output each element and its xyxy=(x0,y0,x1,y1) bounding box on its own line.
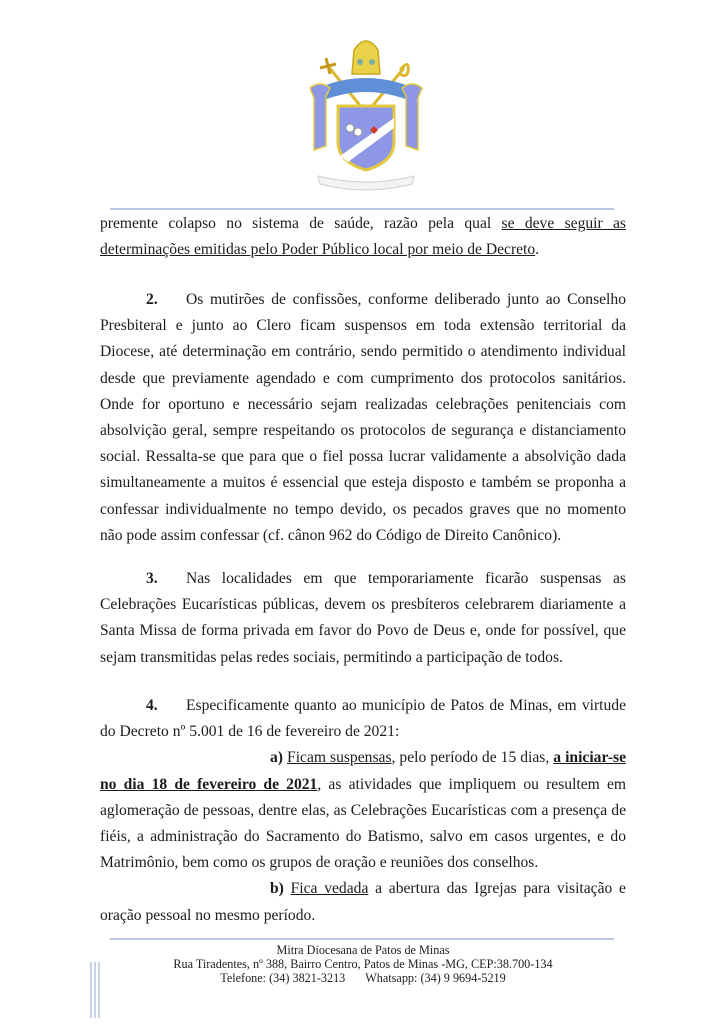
footer-whatsapp: Whatsapp: (34) 9 9694-5219 xyxy=(365,970,506,985)
item-4 xyxy=(100,693,626,929)
continuation-text: premente colapso no sistema de saúde, razão pela qual xyxy=(100,215,502,232)
decorative-bars xyxy=(90,962,102,1018)
subitem-label: b) xyxy=(270,880,284,898)
subitem-bold-underlined: a iniciar-se no dia 18 de fevereiro de 2021 xyxy=(100,749,626,793)
item-text: Os mutirões de confissões, conforme deliberado junto ao Conselho Presbiteral e junto ao Clero ficam suspensos em toda extensão territorial da Diocese, até determinação em contrário, sendo permitido o atendimento individual desde que previamente agendado e com cumprimento dos protocolos sanitários. Onde for oportuno e necessário sejam realizadas celebrações penitenciais com absolvição geral, sempre respeitando os protocolos de segurança e distanciamento social. Ressalta-se que para que o fiel possa lucrar validamente a absolvição dada simultaneamente a muitos é essencial que esteja disposto e também se proponha a confessar individualmente no tempo devido, os pecados graves que no momento não pode assim confessar (cf. cânon 962 do Código de Direito Canônico). xyxy=(100,291,626,544)
subitem-underlined: Fica vedada xyxy=(290,880,369,898)
footer-divider xyxy=(110,938,614,940)
subitem-text: a abertura das Igrejas para visitação e oração pessoal no mesmo período. xyxy=(100,880,626,924)
item-2 xyxy=(100,287,626,549)
subitem-text-mid: , pelo período de 15 dias, xyxy=(391,749,554,767)
footer-phone: Telefone: (34) 3821-3213 xyxy=(220,970,346,985)
item-number: 2. xyxy=(146,291,158,308)
footer xyxy=(100,944,626,985)
footer-address: Rua Tiradentes, nº 388, Bairro Centro, Patos de Minas -MG, CEP:38.700-134 xyxy=(173,956,553,971)
item-3 xyxy=(100,566,626,671)
continuation-end: . xyxy=(535,241,540,259)
subitem-text: , as atividades que impliquem ou resultem em aglomeração de pessoas, dentre elas, as Celebrações Eucarísticas com a presença de fiéis, a administração do Sacramento do Batismo, salvo em casos urgentes, e do Matrimônio, bem como os grupos de oração e reuniões dos conselhos. xyxy=(100,775,626,872)
subitem-label: a) xyxy=(270,749,283,767)
diocese-coat-of-arms-logo xyxy=(296,28,436,198)
item-number: 3. xyxy=(146,570,158,587)
header-divider xyxy=(110,208,614,210)
subitem-b xyxy=(100,876,626,928)
continuation-paragraph xyxy=(100,211,626,263)
item-number: 4. xyxy=(146,697,158,714)
item-text: Especificamente quanto ao município de Patos de Minas, em virtude do Decreto nº 5.001 de 16 de fevereiro de 2021: xyxy=(100,697,626,741)
continuation-underlined: se deve seguir as determinações emitidas pelo Poder Público local por meio de Decreto xyxy=(100,215,626,259)
footer-org: Mitra Diocesana de Patos de Minas xyxy=(276,943,450,957)
item-text: Nas localidades em que temporariamente ficarão suspensas as Celebrações Eucarísticas públicas, devem os presbíteros celebrarem diariamente a Santa Missa de forma privada em favor do Povo de Deus e, onde for possível, que sejam transmitidas pelas redes sociais, permitindo a participação de todos. xyxy=(100,570,626,666)
subitem-underlined: Ficam suspensas xyxy=(287,749,392,767)
subitem-a xyxy=(100,745,626,876)
